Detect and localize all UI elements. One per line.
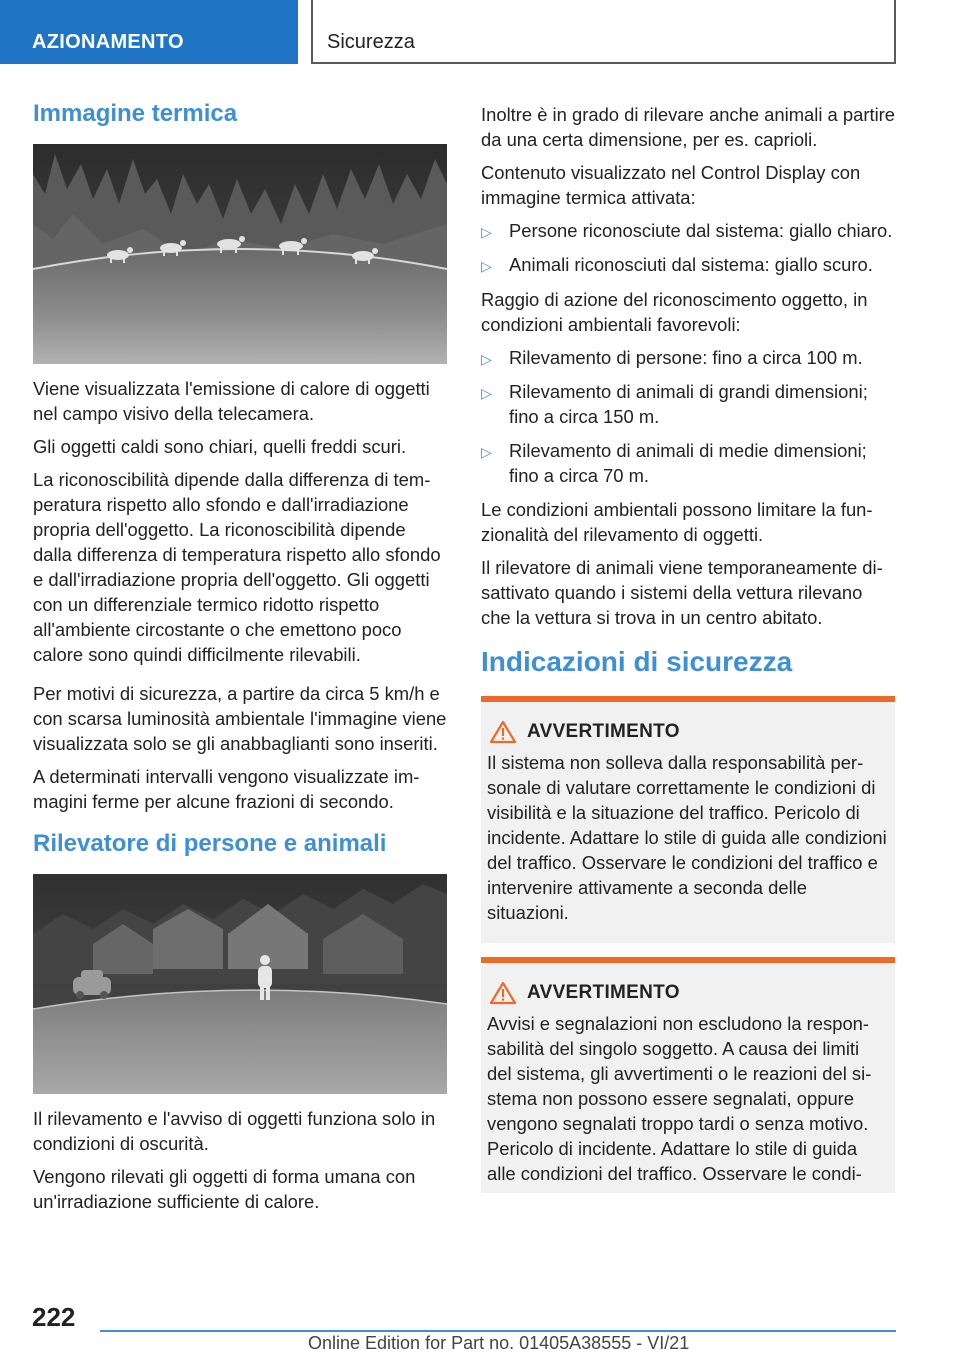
header-chapter-box bbox=[311, 0, 896, 64]
warning-title: AVVERTIMENTO bbox=[527, 721, 680, 742]
header-chapter-label: Sicurezza bbox=[327, 31, 415, 53]
paragraph: La riconoscibilità dipende dalla differenza di temperatura rispetto allo sfondo e dall'irradiazione propria dell'oggetto. La riconoscibilità dipende dalla differenza di temperatura rispetto allo sfondo e dall'irradiazione propria dell'oggetto. Gli oggetti con un differenziale termico ridotto rispetto all'ambiente circostante o che emettono poco calore sono quindi difficilmente rilevabili. bbox=[33, 469, 441, 665]
warning-text: Il sistema non solleva dalla responsabilità personale di valutare correttamente le condizioni di visibilità e la situazione del traffico. Pericolo di incidente. Adattare lo stile di guida alle condizioni del traffico. Osservare le condizioni del traffico e intervenire attivamente a seconda delle situazioni. bbox=[487, 752, 887, 923]
list-item: ▷ Rilevamento di animali di grandi dimensioni; fino a circa 150 m. bbox=[481, 381, 868, 427]
paragraph: Viene visualizzata l'emissione di calore di oggetti nel campo visivo della telecamera. bbox=[33, 378, 430, 424]
header-section-label: AZIONAMENTO bbox=[32, 31, 184, 53]
header-section-tab bbox=[0, 0, 298, 64]
triangle-right-icon: ▷ bbox=[481, 351, 492, 367]
list-item: ▷ Rilevamento di persone: fino a circa 100 m. bbox=[481, 345, 895, 370]
warning-header bbox=[487, 720, 887, 744]
footer-divider bbox=[100, 1330, 896, 1332]
heading-safety: Indicazioni di sicurezza bbox=[481, 646, 793, 677]
paragraph: Raggio di azione del riconoscimento oggetto, in condizioni ambientali favorevoli: bbox=[481, 289, 868, 335]
paragraph: Contenuto visualizzato nel Control Display con immagine termica attivata: bbox=[481, 162, 861, 208]
triangle-right-icon: ▷ bbox=[481, 444, 492, 460]
warning-triangle-icon bbox=[489, 720, 517, 744]
paragraph: Il rilevamento e l'avviso di oggetti funziona solo in condizioni di oscurità. bbox=[33, 1108, 436, 1154]
paragraph: Vengono rilevati gli oggetti di forma umana con un'irradiazione sufficiente di calore. bbox=[33, 1166, 416, 1212]
warning-text: Avvisi e segnalazioni non escludono la responsabilità del singolo soggetto. A causa dei limiti del sistema, gli avvertimenti o le reazioni del sistema non possono essere segnalati, oppure vengono segnalati troppo tardi o senza motivo. Pericolo di incidente. Adattare lo stile di guida alle condizioni del traffico. Osservare le condi- bbox=[487, 1013, 872, 1184]
thermal-image-animals bbox=[33, 144, 447, 364]
paragraph: Le condizioni ambientali possono limitare la funzionalità del rilevamento di oggetti. bbox=[481, 499, 873, 545]
paragraph: Gli oggetti caldi sono chiari, quelli freddi scuri. bbox=[33, 436, 407, 457]
warning-title: AVVERTIMENTO bbox=[527, 982, 680, 1003]
bullet-list-range bbox=[481, 345, 895, 488]
list-item: ▷ Persone riconosciute dal sistema: giallo chiaro. bbox=[481, 218, 895, 243]
thermal-image-pedestrian bbox=[33, 874, 447, 1094]
paragraph: Inoltre è in grado di rilevare anche animali a partire da una certa dimensione, per es. caprioli. bbox=[481, 104, 896, 150]
warning-header bbox=[487, 981, 887, 1005]
triangle-right-icon: ▷ bbox=[481, 258, 492, 274]
paragraph: Il rilevatore di animali viene temporaneamente disattivato quando i sistemi della vettura rilevano che la vettura si trova in un centro abitato. bbox=[481, 557, 883, 628]
warning-box bbox=[481, 957, 895, 1193]
warning-box bbox=[481, 696, 895, 943]
heading-detector: Rilevatore di persone e animali bbox=[33, 830, 387, 857]
paragraph: Per motivi di sicurezza, a partire da circa 5 km/h e con scarsa luminosità ambientale l'immagine viene visualizzata solo se gli anabbaglianti sono inseriti. bbox=[33, 683, 447, 754]
left-column bbox=[33, 98, 447, 1222]
footer-edition: Online Edition for Part no. 01405A38555 - VI/21 bbox=[308, 1333, 690, 1353]
page-number: 222 bbox=[32, 1302, 76, 1332]
bullet-list-display bbox=[481, 218, 895, 277]
triangle-right-icon: ▷ bbox=[481, 224, 492, 240]
heading-thermal-image: Immagine termica bbox=[33, 100, 238, 127]
triangle-right-icon: ▷ bbox=[481, 385, 492, 401]
list-item: ▷ Rilevamento di animali di medie dimensioni; fino a circa 70 m. bbox=[481, 440, 867, 486]
warning-triangle-icon bbox=[489, 981, 517, 1005]
right-column bbox=[481, 102, 895, 1207]
list-item: ▷ Animali riconosciuti dal sistema: giallo scuro. bbox=[481, 252, 895, 277]
paragraph: A determinati intervalli vengono visualizzate immagini ferme per alcune frazioni di secondo. bbox=[33, 766, 420, 812]
